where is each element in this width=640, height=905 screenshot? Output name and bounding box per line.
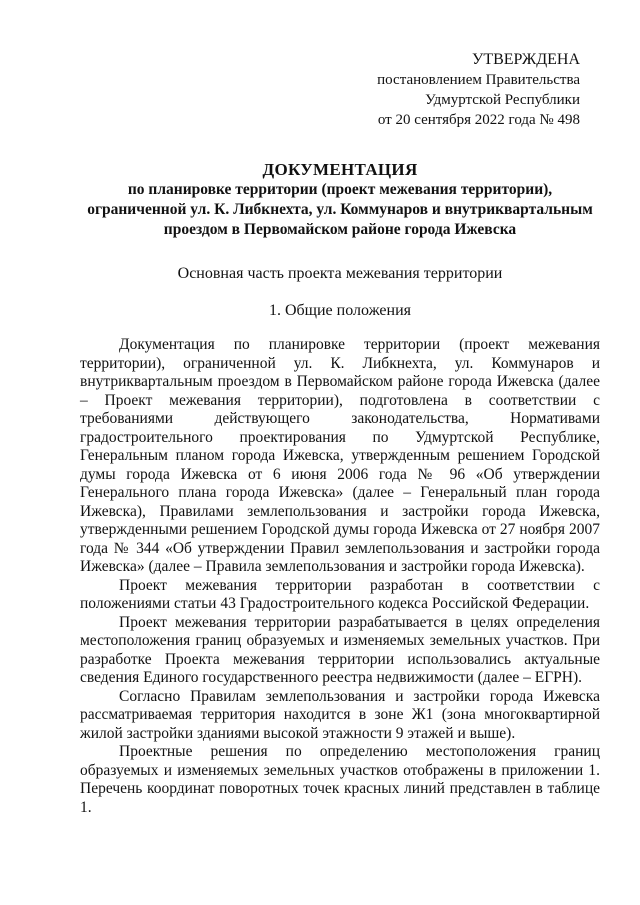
approval-stamp: [360, 50, 580, 130]
title-line: ограниченной ул. К. Либкнехта, ул. Коммунаров и внутриквартальным: [87, 201, 593, 218]
approval-line: Удмуртской Республики: [425, 92, 580, 108]
section-title: Основная часть проекта межевания территории: [177, 265, 503, 282]
paragraph: Документация по планировке территории (проект межевания территории), ограниченной ул. К. Либкнехта, ул. Коммунаров и внутриквартальным проездом в Первомайском районе города Ижевска (далее – Проект межевания территории), подготовлена в соответствии с требованиями действующего законодательства, Нормативами градостроительного проектирования по Удмуртской Республике, Генеральным планом города Ижевска, утвержденным решением Городской думы города Ижевска от 6 июня 2006 года № 96 «Об утверждении Генерального плана города Ижевска» (далее – Генеральный план города Ижевска), Правилами землепользования и застройки города Ижевска, утвержденными решением Городской думы города Ижевска от 27 ноября 2007 года № 344 «Об утверждении Правил землепользования и застройки города Ижевска» (далее – Правила землепользования и застройки города Ижевска).: [80, 336, 600, 575]
document-body: [80, 336, 600, 817]
paragraph: Проектные решения по определению местоположения границ образуемых и изменяемых земельных участков отображены в приложении 1. Перечень координат поворотных точек красных линий представлен в таблице 1.: [80, 743, 600, 816]
approval-heading: УТВЕРЖДЕНА: [471, 51, 580, 68]
paragraph: Согласно Правилам землепользования и застройки города Ижевска рассматриваемая территория находится в зоне Ж1 (зона многоквартирной жилой застройки зданиями высокой этажности 9 этажей и выше).: [80, 687, 600, 742]
subsection-title: 1. Общие положения: [268, 302, 412, 319]
paragraph: Проект межевания территории разрабатывается в целях определения местоположения границ образуемых и изменяемых земельных участков. При разработке Проекта межевания территории использовались актуальные сведения Единого государственного реестра недвижимости (далее – ЕГРН).: [80, 613, 600, 686]
approval-date: от 20 сентября 2022 года № 498: [377, 112, 580, 128]
approval-line: постановлением Правительства: [377, 72, 580, 88]
title-heading: ДОКУМЕНТАЦИЯ: [262, 160, 418, 179]
title-line: по планировке территории (проект межевания территории),: [127, 181, 553, 198]
paragraph: Проект межевания территории разработан в соответствии с положениями статьи 43 Градостроительного кодекса Российской Федерации.: [80, 576, 600, 612]
document-title: [80, 160, 600, 240]
title-line: проездом в Первомайском районе города Ижевска: [163, 221, 517, 238]
